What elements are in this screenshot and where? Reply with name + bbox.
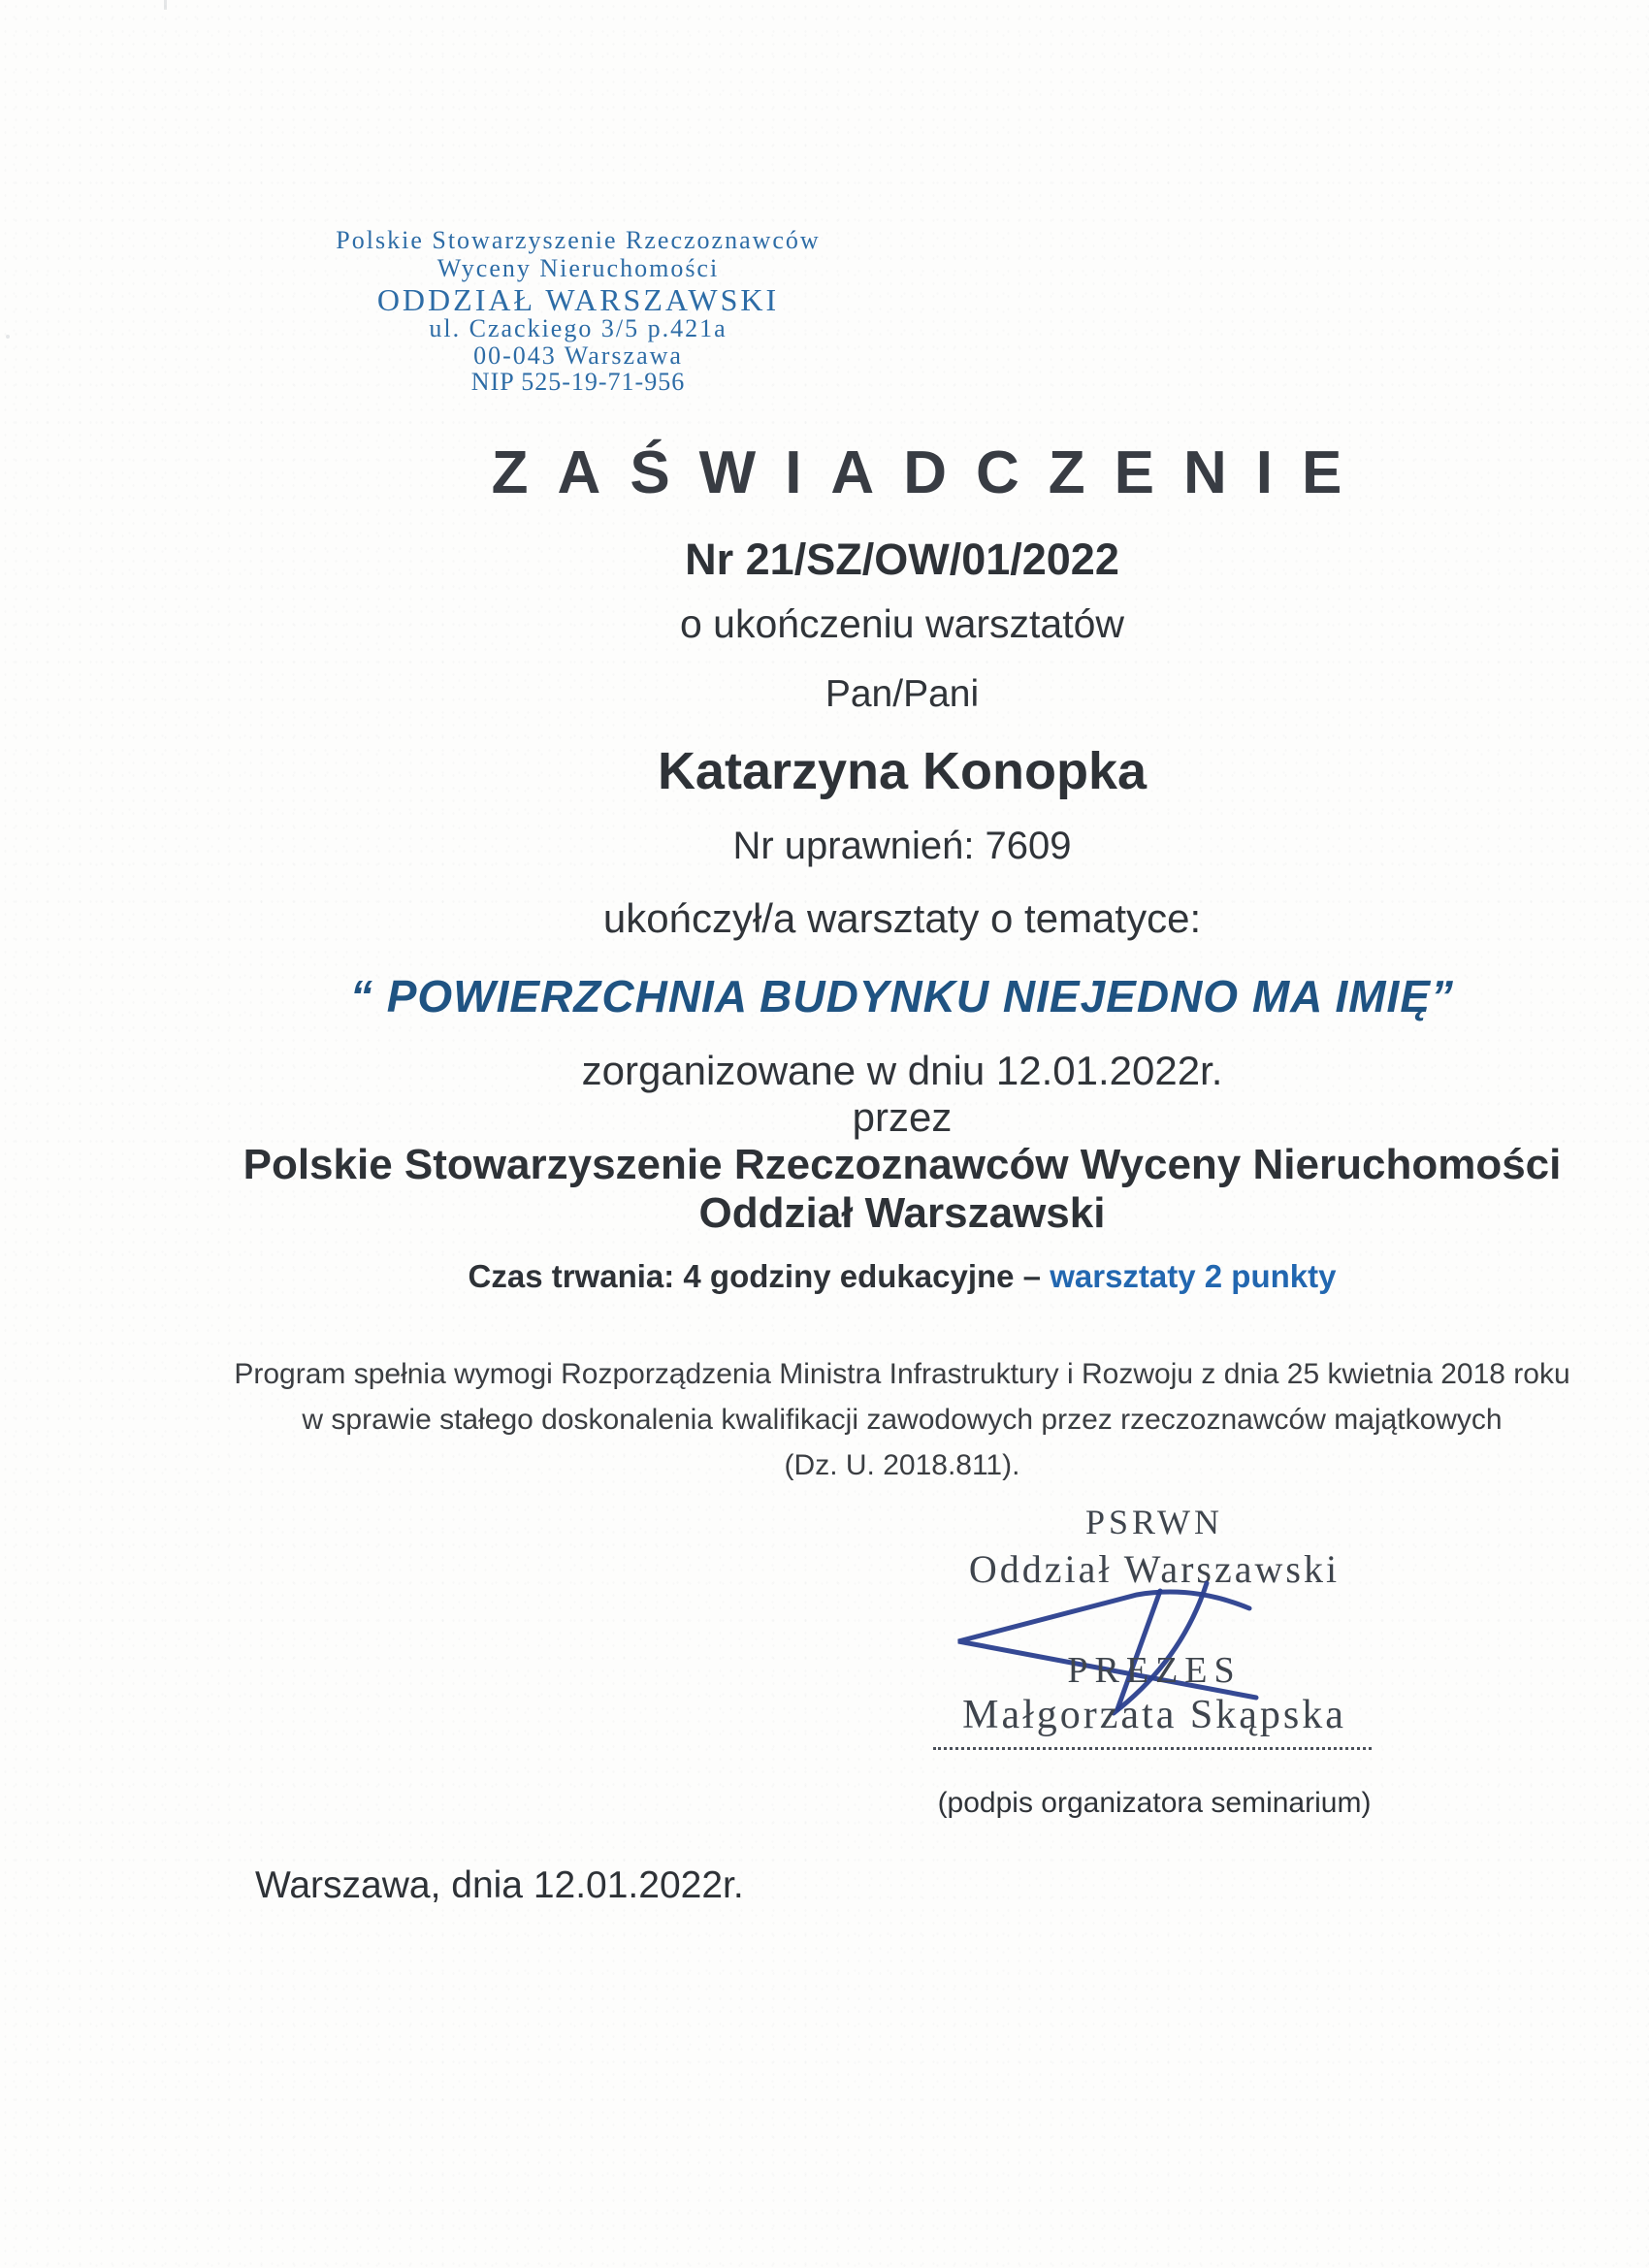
scan-artifact [6,335,10,339]
signature-org: PSRWN [1084,1503,1224,1541]
recipient-name: Katarzyna Konopka [657,742,1148,800]
organizer-name-line-1: Polskie Stowarzyszenie Rzeczoznawców Wyceny Nieruchomości [242,1141,1562,1188]
letterhead-line-1: Polskie Stowarzyszenie Rzeczoznawców [336,226,821,254]
letterhead-line-2: Wyceny Nieruchomości [436,254,720,282]
letterhead-line-4: ul. Czackiego 3/5 p.421a [429,314,728,342]
place-and-date: Warszawa, dnia 12.01.2022r. [255,1864,744,1906]
signatory-name: Małgorzata Skąpska [962,1693,1346,1737]
signature-branch: Oddział Warszawski [968,1547,1341,1591]
organized-by-label: przez [852,1094,953,1140]
program-note-line-1: Program spełnia wymogi Rozporządzenia Ministra Infrastruktury i Rozwoju z dnia 25 kwietnia 2018 roku [234,1358,1570,1390]
certificate-title: ZAŚWIADCZENIE [491,439,1372,506]
program-note-line-2: w sprawie stałego doskonalenia kwalifikacji zawodowych przez rzeczoznawców majątkowych [302,1404,1503,1436]
workshop-topic: “ POWIERZCHNIA BUDYNKU NIEJEDNO MA IMIĘ” [349,971,1455,1021]
signature-role: PREZES [1067,1650,1242,1691]
workshop-date-line: zorganizowane w dniu 12.01.2022r. [581,1048,1223,1093]
program-note-line-3: (Dz. U. 2018.811). [784,1449,1020,1481]
duration-points: warsztaty 2 punkty [1050,1258,1337,1294]
completion-statement: ukończył/a warsztaty o tematyce: [602,895,1202,941]
license-number: Nr uprawnień: 7609 [732,825,1072,867]
signature-dotted-line [933,1747,1372,1750]
signature-caption: (podpis organizatora seminarium) [937,1787,1372,1819]
duration-prefix: Czas trwania: 4 godziny edukacyjne – [468,1258,1051,1294]
scan-artifact [164,0,167,10]
letterhead-line-5: 00-043 Warszawa [473,341,683,370]
salutation: Pan/Pani [824,673,980,715]
certificate-number: Nr 21/SZ/OW/01/2022 [685,535,1119,584]
certificate-subtitle: o ukończeniu warsztatów [679,601,1125,646]
letterhead-line-3: ODDZIAŁ WARSZAWSKI [376,282,780,317]
letterhead-line-6: NIP 525-19-71-956 [470,368,686,396]
duration-line [223,1258,1581,1295]
organizer-name-line-2: Oddział Warszawski [698,1189,1106,1237]
